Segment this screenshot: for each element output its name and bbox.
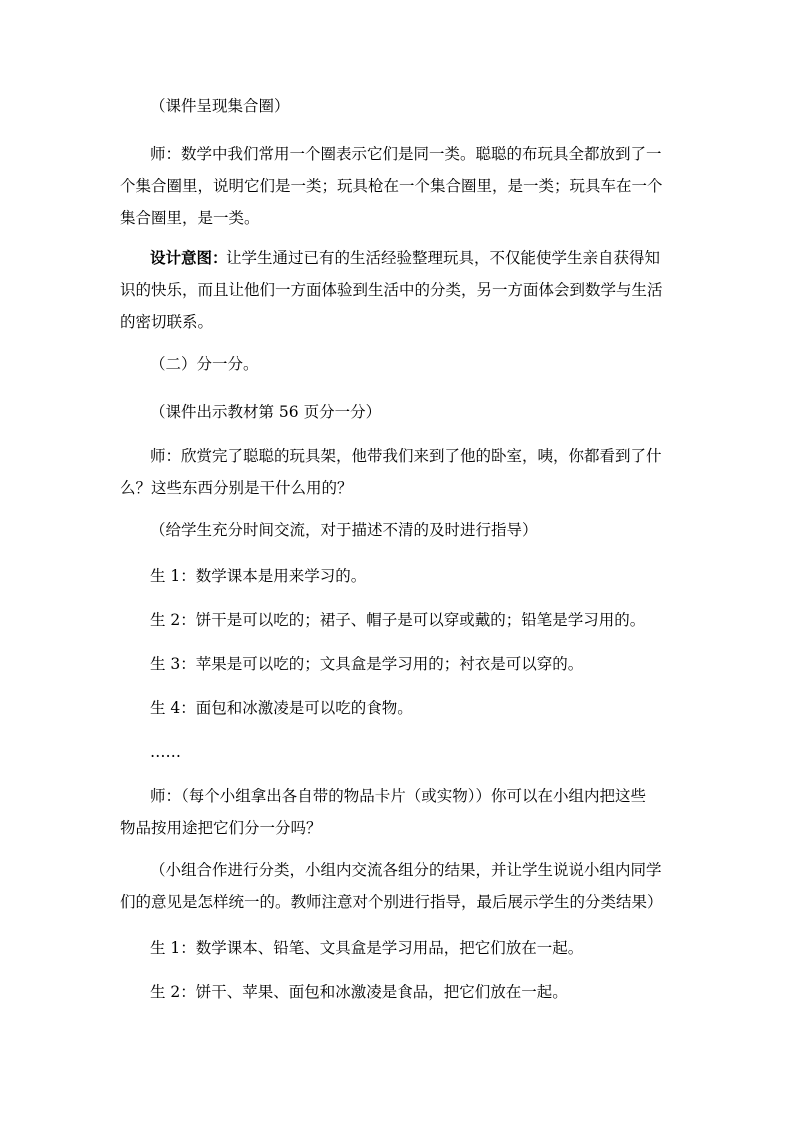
teacher-guidance-note: （给学生充分时间交流，对于描述不清的及时进行指导） [150, 521, 538, 539]
courseware-shows-page: （课件出示教材第 56 页分一分） [150, 403, 382, 421]
paragraph-courseware-circle: （课件呈现集合圈） [150, 97, 290, 115]
teacher-line-1: 师：数学中我们常用一个圈表示它们是同一类。聪聪的布玩具全都放到了一 [150, 145, 662, 163]
group-work-note-line-2: 们的意见是怎样统一的。教师注意对个别进行指导，最后展示学生的分类结果） [120, 893, 663, 911]
design-intent-line-3: 的密切联系。 [120, 313, 214, 331]
group-work-note-line-1: （小组合作进行分类，小组内交流各组分的结果，并让学生说说小组内同学 [150, 861, 662, 879]
design-intent-line-1: 让学生通过已有的生活经验整理玩具，不仅能使学生亲自获得知 [226, 249, 661, 267]
teacher-question-line-1: 师：欣赏完了聪聪的玩具架，他带我们来到了他的卧室，咦，你都看到了什 [150, 447, 662, 465]
design-intent-label: 设计意图： [150, 248, 228, 267]
design-intent-line-2: 识的快乐，而且让他们一方面体验到生活中的分类，另一方面体会到数学与生活 [120, 281, 663, 299]
teacher-question-line-2: 么？这些东西分别是干什么用的？ [120, 479, 353, 497]
student-1-classification: 生 1：数学课本、铅笔、文具盒是学习用品，把它们放在一起。 [150, 939, 584, 957]
student-4-answer: 生 4：面包和冰激凌是可以吃的食物。 [150, 699, 413, 717]
student-1-answer: 生 1：数学课本是用来学习的。 [150, 567, 367, 585]
ellipsis: …… [150, 743, 181, 761]
teacher-group-task-line-1: 师：（每个小组拿出各自带的物品卡片（或实物））你可以在小组内把这些 [150, 787, 647, 805]
student-2-classification: 生 2：饼干、苹果、面包和冰激凌是食品，把它们放在一起。 [150, 983, 568, 1001]
teacher-line-3: 集合圈里，是一类。 [120, 209, 260, 227]
teacher-group-task-line-2: 物品按用途把它们分一分吗？ [120, 819, 322, 837]
section-title-classify: （二）分一分。 [150, 355, 259, 373]
student-3-answer: 生 3：苹果是可以吃的；文具盒是学习用的；衬衣是可以穿的。 [150, 655, 584, 673]
teacher-line-2: 个集合圈里，说明它们是一类；玩具枪在一个集合圈里，是一类；玩具车在一个 [120, 177, 663, 195]
student-2-answer: 生 2：饼干是可以吃的；裙子、帽子是可以穿或戴的；铅笔是学习用的。 [150, 611, 646, 629]
